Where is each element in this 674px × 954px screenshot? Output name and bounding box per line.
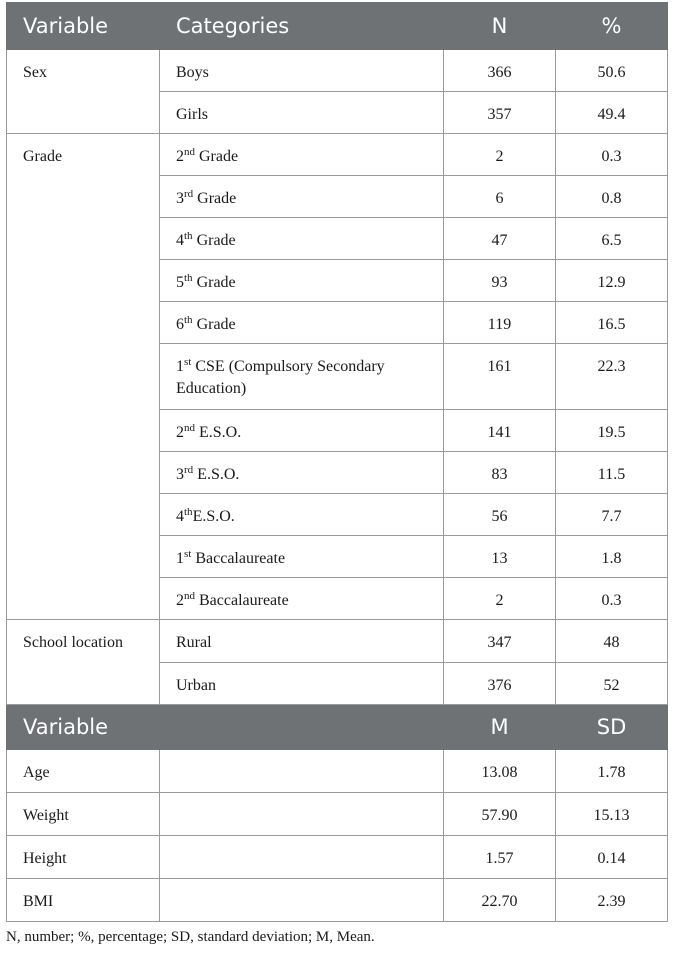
sd-cell: 15.13 bbox=[556, 793, 668, 836]
table-row bbox=[7, 750, 668, 793]
table-row bbox=[7, 879, 668, 922]
category-cell: 5th Grade bbox=[160, 260, 444, 302]
n-cell: 161 bbox=[444, 344, 556, 410]
stat-label: Age bbox=[7, 750, 160, 793]
percent-cell: 22.3 bbox=[556, 344, 668, 410]
category-cell: 1st CSE (Compulsory Secondary Education) bbox=[160, 344, 444, 410]
mean-cell: 13.08 bbox=[444, 750, 556, 793]
header-categories: Categories bbox=[160, 3, 444, 50]
header-variable: Variable bbox=[7, 705, 160, 750]
category-cell: Boys bbox=[160, 50, 444, 92]
n-cell: 347 bbox=[444, 620, 556, 663]
n-cell: 93 bbox=[444, 260, 556, 302]
sd-cell: 1.78 bbox=[556, 750, 668, 793]
percent-cell: 1.8 bbox=[556, 536, 668, 578]
stat-label: Height bbox=[7, 836, 160, 879]
mean-cell: 57.90 bbox=[444, 793, 556, 836]
category-cell: 2nd E.S.O. bbox=[160, 410, 444, 452]
percent-cell: 7.7 bbox=[556, 494, 668, 536]
percent-cell: 16.5 bbox=[556, 302, 668, 344]
group-label-school-location: School location bbox=[7, 620, 160, 705]
percent-cell: 0.8 bbox=[556, 176, 668, 218]
category-cell: Rural bbox=[160, 620, 444, 663]
percent-cell: 49.4 bbox=[556, 92, 668, 134]
stat-label: BMI bbox=[7, 879, 160, 922]
mean-cell: 1.57 bbox=[444, 836, 556, 879]
table-header-row bbox=[7, 3, 668, 50]
percent-cell: 0.3 bbox=[556, 134, 668, 176]
stat-label: Weight bbox=[7, 793, 160, 836]
category-cell: 3rd Grade bbox=[160, 176, 444, 218]
table-row bbox=[7, 134, 668, 176]
header-percent: % bbox=[556, 3, 668, 50]
n-cell: 56 bbox=[444, 494, 556, 536]
category-cell: 2nd Baccalaureate bbox=[160, 578, 444, 620]
empty-cell bbox=[160, 836, 444, 879]
n-cell: 13 bbox=[444, 536, 556, 578]
percent-cell: 12.9 bbox=[556, 260, 668, 302]
sd-cell: 0.14 bbox=[556, 836, 668, 879]
empty-cell bbox=[160, 750, 444, 793]
empty-cell bbox=[160, 793, 444, 836]
table-header-row-stats bbox=[7, 705, 668, 750]
n-cell: 119 bbox=[444, 302, 556, 344]
header-n: N bbox=[444, 3, 556, 50]
empty-cell bbox=[160, 879, 444, 922]
table-footnote: N, number; %, percentage; SD, standard deviation; M, Mean. bbox=[6, 929, 375, 945]
sd-cell: 2.39 bbox=[556, 879, 668, 922]
n-cell: 47 bbox=[444, 218, 556, 260]
n-cell: 83 bbox=[444, 452, 556, 494]
percent-cell: 52 bbox=[556, 663, 668, 705]
category-cell: 1st Baccalaureate bbox=[160, 536, 444, 578]
table-row bbox=[7, 620, 668, 663]
table-row bbox=[7, 836, 668, 879]
group-label-grade: Grade bbox=[7, 134, 160, 620]
percent-cell: 11.5 bbox=[556, 452, 668, 494]
category-cell: 2nd Grade bbox=[160, 134, 444, 176]
percent-cell: 0.3 bbox=[556, 578, 668, 620]
category-cell: Urban bbox=[160, 663, 444, 705]
percent-cell: 19.5 bbox=[556, 410, 668, 452]
category-cell: 4thE.S.O. bbox=[160, 494, 444, 536]
header-mean: M bbox=[444, 705, 556, 750]
header-empty bbox=[160, 705, 444, 750]
n-cell: 2 bbox=[444, 134, 556, 176]
category-cell: Girls bbox=[160, 92, 444, 134]
category-cell: 4th Grade bbox=[160, 218, 444, 260]
table-row bbox=[7, 50, 668, 92]
demographics-table bbox=[6, 2, 668, 922]
n-cell: 6 bbox=[444, 176, 556, 218]
percent-cell: 50.6 bbox=[556, 50, 668, 92]
n-cell: 376 bbox=[444, 663, 556, 705]
n-cell: 2 bbox=[444, 578, 556, 620]
mean-cell: 22.70 bbox=[444, 879, 556, 922]
category-cell: 6th Grade bbox=[160, 302, 444, 344]
header-sd: SD bbox=[556, 705, 668, 750]
percent-cell: 6.5 bbox=[556, 218, 668, 260]
n-cell: 141 bbox=[444, 410, 556, 452]
n-cell: 357 bbox=[444, 92, 556, 134]
table-row bbox=[7, 793, 668, 836]
category-cell: 3rd E.S.O. bbox=[160, 452, 444, 494]
header-variable: Variable bbox=[7, 3, 160, 50]
group-label-sex: Sex bbox=[7, 50, 160, 134]
n-cell: 366 bbox=[444, 50, 556, 92]
percent-cell: 48 bbox=[556, 620, 668, 663]
